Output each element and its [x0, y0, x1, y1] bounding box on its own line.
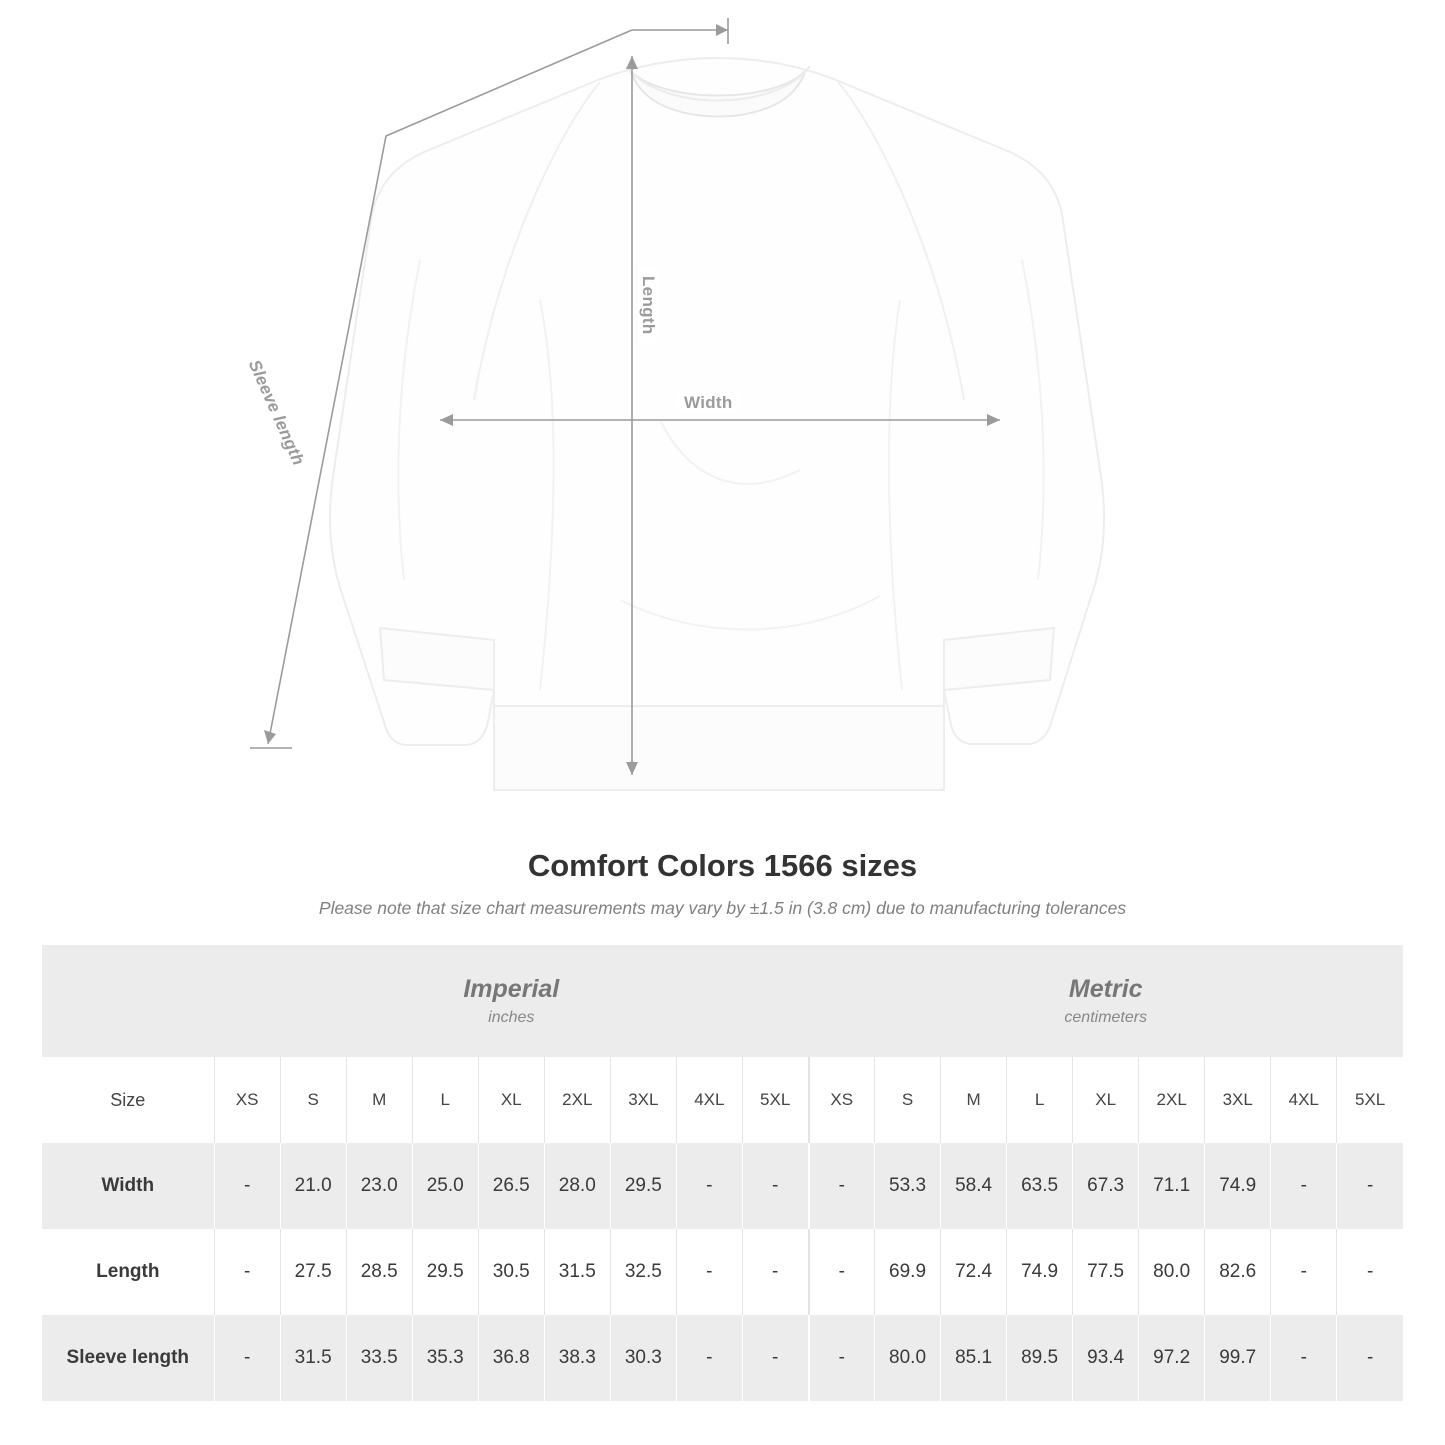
- cell-width-4xl-in: -: [676, 1143, 742, 1229]
- col-header-xl-metric: XL: [1073, 1057, 1139, 1143]
- cell-sleeve-4xl-in: -: [676, 1315, 742, 1401]
- cell-width-m-cm: 58.4: [941, 1143, 1007, 1229]
- col-header-s-imperial: S: [280, 1057, 346, 1143]
- cell-width-5xl-cm: -: [1337, 1143, 1403, 1229]
- cell-length-4xl-cm: -: [1271, 1229, 1337, 1315]
- cell-length-xl-in: 30.5: [478, 1229, 544, 1315]
- cell-sleeve-m-in: 33.5: [346, 1315, 412, 1401]
- unit-group-imperial-name: Imperial: [463, 974, 560, 1003]
- cell-length-2xl-cm: 80.0: [1139, 1229, 1205, 1315]
- col-header-3xl-imperial: 3XL: [610, 1057, 676, 1143]
- row-label-sleeve-length: Sleeve length: [42, 1315, 214, 1401]
- cell-sleeve-2xl-in: 38.3: [544, 1315, 610, 1401]
- col-header-m-metric: M: [941, 1057, 1007, 1143]
- unit-spacer-cell: [42, 945, 214, 1057]
- cell-length-2xl-in: 31.5: [544, 1229, 610, 1315]
- width-dimension-label: Width: [676, 393, 741, 413]
- cell-length-l-in: 29.5: [412, 1229, 478, 1315]
- length-dimension-label: Length: [638, 268, 658, 342]
- col-header-s-metric: S: [875, 1057, 941, 1143]
- cell-sleeve-5xl-in: -: [742, 1315, 808, 1401]
- unit-group-imperial: [214, 945, 808, 1057]
- unit-group-metric-sub: centimeters: [1064, 1009, 1148, 1027]
- cell-length-xl-cm: 77.5: [1073, 1229, 1139, 1315]
- col-header-5xl-imperial: 5XL: [742, 1057, 808, 1143]
- cell-sleeve-xl-in: 36.8: [478, 1315, 544, 1401]
- unit-group-imperial-sub: inches: [488, 1009, 535, 1027]
- col-header-4xl-imperial: 4XL: [676, 1057, 742, 1143]
- cell-width-l-cm: 63.5: [1007, 1143, 1073, 1229]
- cell-sleeve-xs-in: -: [214, 1315, 280, 1401]
- sleeve-length-dimension-label: Sleeve length: [241, 351, 310, 474]
- col-header-xs-imperial: XS: [214, 1057, 280, 1143]
- cell-sleeve-xs-cm: -: [809, 1315, 875, 1401]
- cell-length-m-cm: 72.4: [941, 1229, 1007, 1315]
- cell-width-xl-in: 26.5: [478, 1143, 544, 1229]
- cell-width-3xl-cm: 74.9: [1205, 1143, 1271, 1229]
- unit-group-metric: [809, 945, 1404, 1057]
- cell-length-5xl-cm: -: [1337, 1229, 1403, 1315]
- size-table: [42, 945, 1403, 1401]
- table-row: [42, 1315, 1403, 1401]
- cell-width-2xl-cm: 71.1: [1139, 1143, 1205, 1229]
- col-header-3xl-metric: 3XL: [1205, 1057, 1271, 1143]
- column-header-row: [42, 1057, 1403, 1143]
- col-header-2xl-metric: 2XL: [1139, 1057, 1205, 1143]
- cell-width-m-in: 23.0: [346, 1143, 412, 1229]
- cell-length-s-cm: 69.9: [875, 1229, 941, 1315]
- col-header-xl-imperial: XL: [478, 1057, 544, 1143]
- cell-width-l-in: 25.0: [412, 1143, 478, 1229]
- col-header-5xl-metric: 5XL: [1337, 1057, 1403, 1143]
- cell-sleeve-5xl-cm: -: [1337, 1315, 1403, 1401]
- cell-length-xs-in: -: [214, 1229, 280, 1315]
- table-row: [42, 1143, 1403, 1229]
- cell-sleeve-3xl-cm: 99.7: [1205, 1315, 1271, 1401]
- cell-width-s-cm: 53.3: [875, 1143, 941, 1229]
- cell-length-5xl-in: -: [742, 1229, 808, 1315]
- cell-width-2xl-in: 28.0: [544, 1143, 610, 1229]
- cell-width-xl-cm: 67.3: [1073, 1143, 1139, 1229]
- row-label-length: Length: [42, 1229, 214, 1315]
- cell-length-3xl-in: 32.5: [610, 1229, 676, 1315]
- cell-width-4xl-cm: -: [1271, 1143, 1337, 1229]
- page-title: Comfort Colors 1566 sizes: [527, 848, 918, 883]
- col-header-2xl-imperial: 2XL: [544, 1057, 610, 1143]
- page-subtitle: Please note that size chart measurements may vary by ±1.5 in (3.8 cm) due to manufacturing tolerances: [318, 898, 1127, 918]
- cell-width-xs-in: -: [214, 1143, 280, 1229]
- unit-group-metric-name: Metric: [1068, 974, 1143, 1003]
- cell-width-3xl-in: 29.5: [610, 1143, 676, 1229]
- cell-sleeve-m-cm: 85.1: [941, 1315, 1007, 1401]
- row-header-size: Size: [42, 1057, 214, 1143]
- cell-sleeve-l-in: 35.3: [412, 1315, 478, 1401]
- cell-width-5xl-in: -: [742, 1143, 808, 1229]
- cell-sleeve-3xl-in: 30.3: [610, 1315, 676, 1401]
- col-header-xs-metric: XS: [809, 1057, 875, 1143]
- cell-length-m-in: 28.5: [346, 1229, 412, 1315]
- col-header-l-imperial: L: [412, 1057, 478, 1143]
- size-table-wrapper: [42, 945, 1403, 1401]
- cell-length-4xl-in: -: [676, 1229, 742, 1315]
- cell-sleeve-s-cm: 80.0: [875, 1315, 941, 1401]
- table-row: [42, 1229, 1403, 1315]
- col-header-m-imperial: M: [346, 1057, 412, 1143]
- cell-sleeve-s-in: 31.5: [280, 1315, 346, 1401]
- cell-length-l-cm: 74.9: [1007, 1229, 1073, 1315]
- col-header-l-metric: L: [1007, 1057, 1073, 1143]
- row-label-width: Width: [42, 1143, 214, 1229]
- cell-length-s-in: 27.5: [280, 1229, 346, 1315]
- cell-length-xs-cm: -: [809, 1229, 875, 1315]
- cell-width-s-in: 21.0: [280, 1143, 346, 1229]
- unit-group-row: [42, 945, 1403, 1057]
- col-header-4xl-metric: 4XL: [1271, 1057, 1337, 1143]
- cell-length-3xl-cm: 82.6: [1205, 1229, 1271, 1315]
- cell-sleeve-xl-cm: 93.4: [1073, 1315, 1139, 1401]
- cell-sleeve-l-cm: 89.5: [1007, 1315, 1073, 1401]
- cell-width-xs-cm: -: [809, 1143, 875, 1229]
- cell-sleeve-4xl-cm: -: [1271, 1315, 1337, 1401]
- cell-sleeve-2xl-cm: 97.2: [1139, 1315, 1205, 1401]
